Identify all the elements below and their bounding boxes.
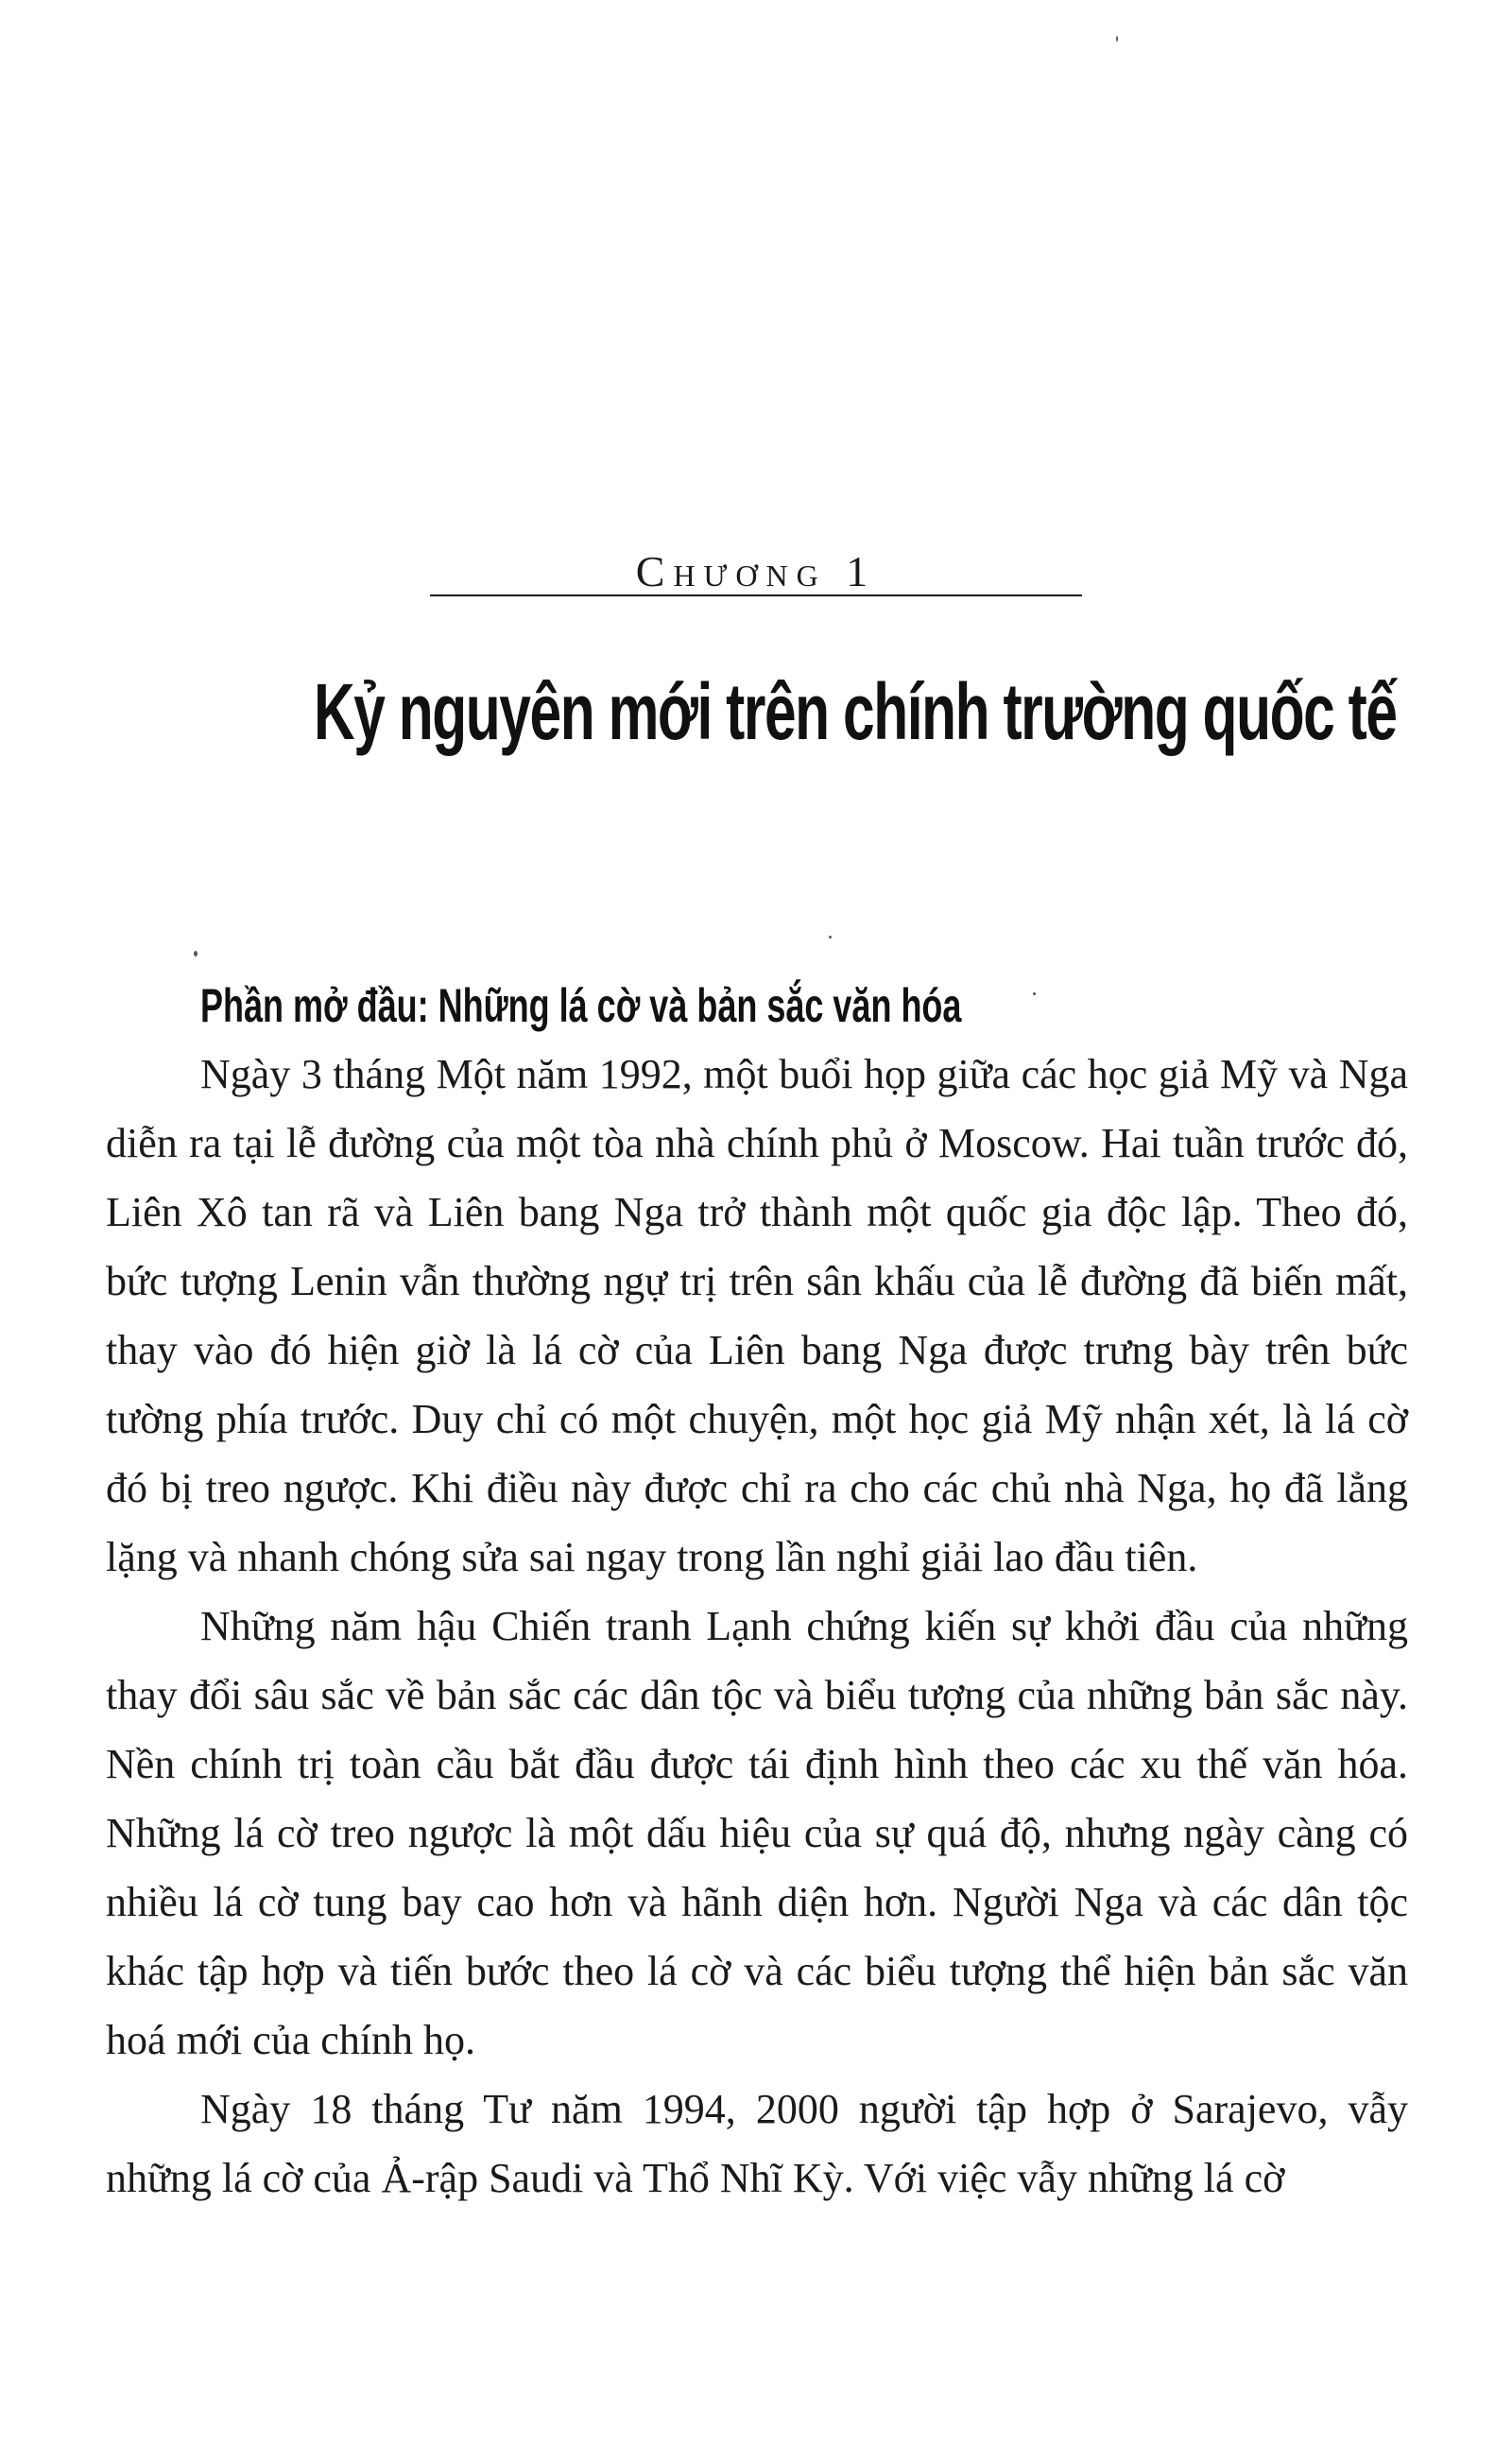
body-text	[106, 1040, 1408, 2213]
chapter-divider	[430, 594, 1082, 596]
section-heading: Phần mở đầu: Những lá cờ và bản sắc văn hóa	[200, 979, 962, 1032]
chapter-label: Chương 1	[635, 547, 877, 595]
chapter-title: Kỷ nguyên mới trên chính trường quốc tế	[313, 667, 1397, 756]
print-speck	[194, 951, 198, 956]
print-speck	[1033, 992, 1036, 995]
print-speck	[829, 936, 832, 939]
paragraph: Những năm hậu Chiến tranh Lạnh chứng kiến sự khởi đầu của những thay đổi sâu sắc về bản sắc các dân tộc và biểu tượng của những bản sắc này. Nền chính trị toàn cầu bắt đầu được tái định hình theo các xu thế văn hóa. Những lá cờ treo ngược là một dấu hiệu của sự quá độ, nhưng ngày càng có nhiều lá cờ tung bay cao hơn và hãnh diện hơn. Người Nga và các dân tộc khác tập hợp và tiến bước theo lá cờ và các biểu tượng thể hiện bản sắc văn hoá mới của chính họ.	[106, 1603, 1408, 2063]
paragraph: Ngày 18 tháng Tư năm 1994, 2000 người tập hợp ở Sarajevo, vẫy những lá cờ của Ả-rập Saudi và Thổ Nhĩ Kỳ. Với việc vẫy những lá cờ	[106, 2086, 1408, 2201]
paragraph: Ngày 3 tháng Một năm 1992, một buổi họp giữa các học giả Mỹ và Nga diễn ra tại lễ đường của một tòa nhà chính phủ ở Moscow. Hai tuần trước đó, Liên Xô tan rã và Liên bang Nga trở thành một quốc gia độc lập. Theo đó, bức tượng Lenin vẫn thường ngự trị trên sân khấu của lễ đường đã biến mất, thay vào đó hiện giờ là lá cờ của Liên bang Nga được trưng bày trên bức tường phía trước. Duy chỉ có một chuyện, một học giả Mỹ nhận xét, là lá cờ đó bị treo ngược. Khi điều này được chỉ ra cho các chủ nhà Nga, họ đã lẳng lặng và nhanh chóng sửa sai ngay trong lần nghỉ giải lao đầu tiên.	[106, 1051, 1408, 1580]
print-speck	[1116, 36, 1118, 42]
